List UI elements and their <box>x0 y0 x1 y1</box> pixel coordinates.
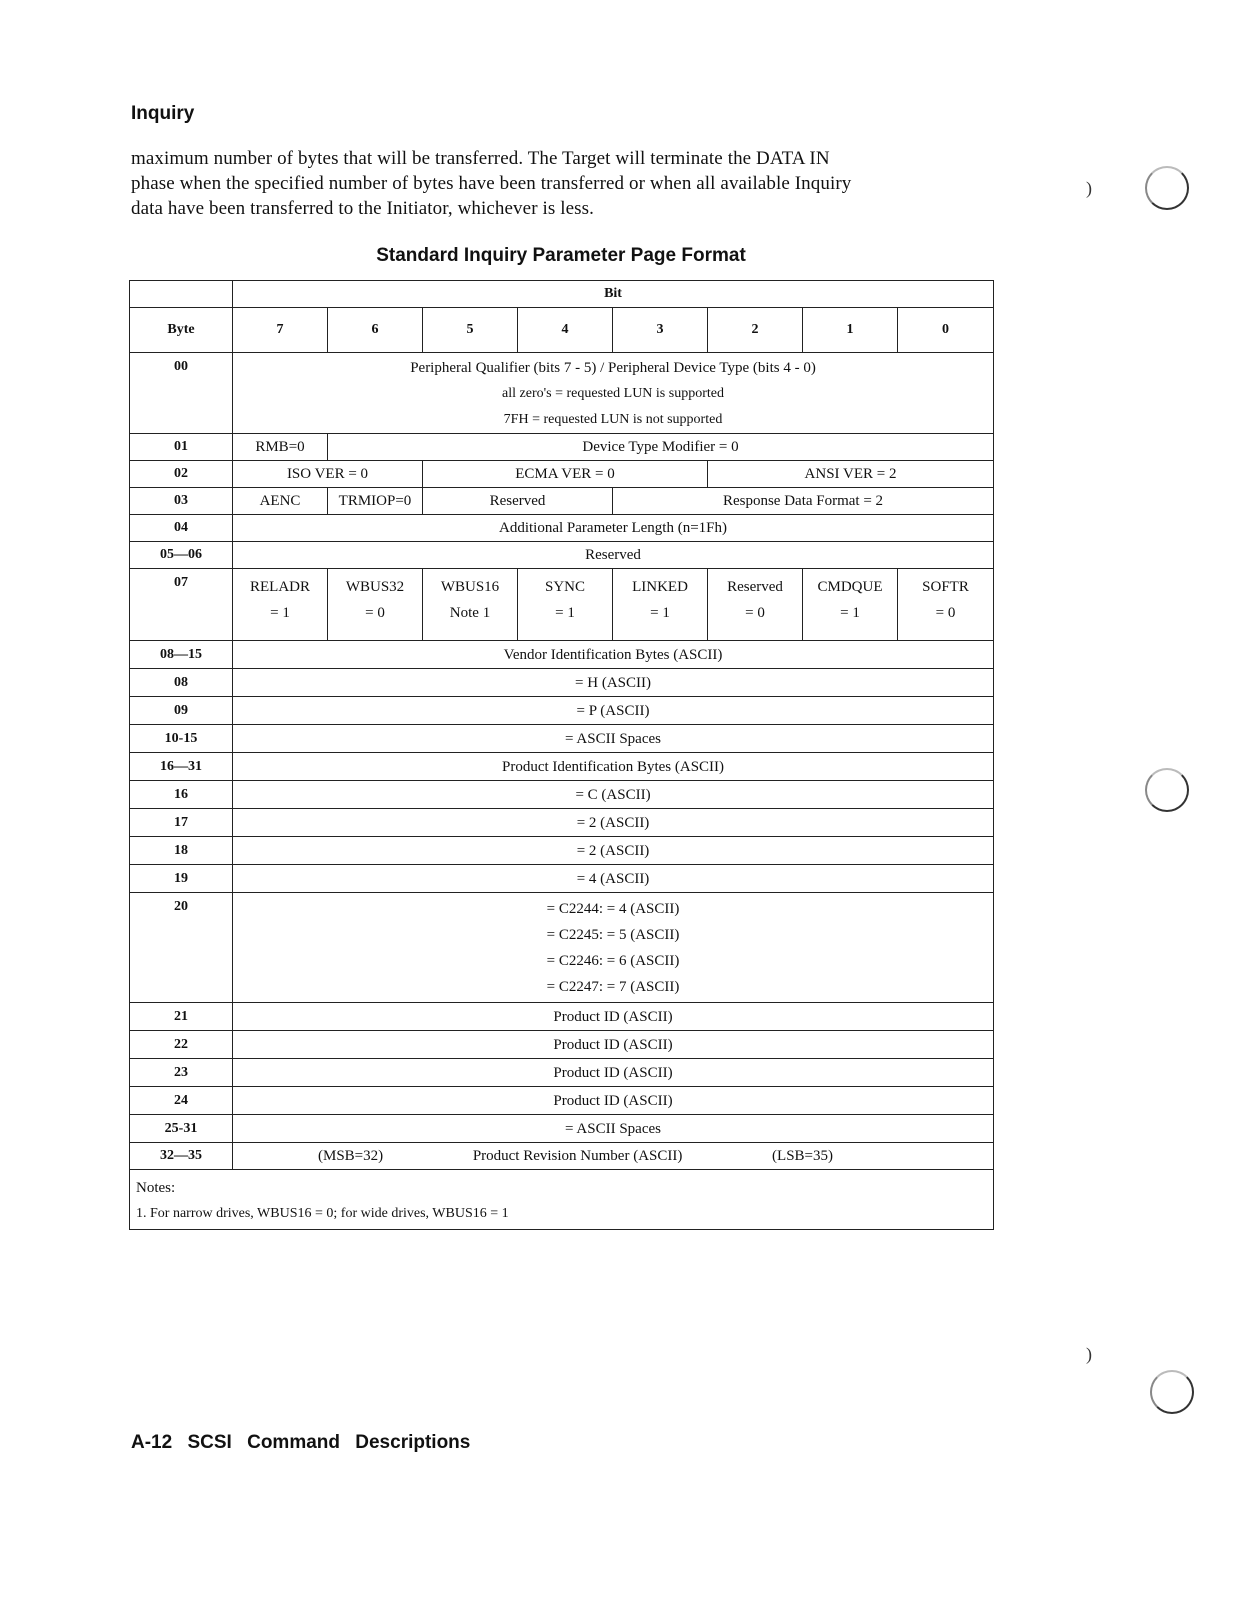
table-row-byte-02 <box>130 461 994 488</box>
aenc-cell: AENC <box>233 488 328 515</box>
flag-value: = 1 <box>650 605 670 621</box>
field-cell: = P (ASCII) <box>233 697 994 725</box>
byte-cell: 18 <box>130 837 233 865</box>
punch-hole-icon <box>1150 1370 1194 1414</box>
peripheral-line: 7FH = requested LUN is not supported <box>503 412 723 427</box>
product-variant-cell <box>233 893 994 1003</box>
table-row-byte-03 <box>130 488 994 515</box>
bit-header-row <box>130 281 994 308</box>
bit-number: 0 <box>898 308 994 353</box>
byte-cell: 02 <box>130 461 233 488</box>
bit-number: 3 <box>613 308 708 353</box>
intro-line: phase when the specified number of bytes have been transferred or when all available Inquiry <box>131 173 852 194</box>
flag-cell <box>518 569 613 641</box>
variant-line: = C2246: = 6 (ASCII) <box>546 953 680 969</box>
table-title: Standard Inquiry Parameter Page Format <box>376 245 746 266</box>
table-row-byte-10-15 <box>130 725 994 753</box>
table-row-byte-19 <box>130 865 994 893</box>
table-row-byte-17 <box>130 809 994 837</box>
byte-cell: 00 <box>130 353 233 434</box>
byte-cell: 16 <box>130 781 233 809</box>
byte-cell: 22 <box>130 1031 233 1059</box>
byte-cell: 25-31 <box>130 1115 233 1143</box>
section-title: SCSI Command Descriptions <box>187 1432 471 1453</box>
flag-value: = 0 <box>935 605 956 621</box>
byte-cell: 08 <box>130 669 233 697</box>
revision-cell <box>233 1143 994 1170</box>
field-cell: = ASCII Spaces <box>233 725 994 753</box>
revision-label: Product Revision Number (ASCII) <box>472 1148 683 1164</box>
byte-cell: 01 <box>130 434 233 461</box>
notes-row <box>130 1170 994 1230</box>
variant-line: = C2247: = 7 (ASCII) <box>546 979 680 995</box>
peripheral-line: Peripheral Qualifier (bits 7 - 5) / Peripheral Device Type (bits 4 - 0) <box>410 360 816 376</box>
field-cell: Product ID (ASCII) <box>233 1087 994 1115</box>
field-cell: = 4 (ASCII) <box>233 865 994 893</box>
notes-cell <box>130 1170 994 1230</box>
intro-line: maximum number of bytes that will be transferred. The Target will terminate the DATA IN <box>131 148 830 169</box>
msb-label: (MSB=32) <box>318 1148 384 1164</box>
flag-cell <box>708 569 803 641</box>
flag-name: Reserved <box>727 579 783 595</box>
table-row-byte-01 <box>130 434 994 461</box>
field-cell: Product Identification Bytes (ASCII) <box>233 753 994 781</box>
reserved-cell: Reserved <box>233 542 994 569</box>
device-type-modifier-cell: Device Type Modifier = 0 <box>328 434 994 461</box>
bit-header: Bit <box>233 281 994 308</box>
flag-name: LINKED <box>632 579 688 595</box>
scan-mark-icon: ) <box>1086 178 1092 198</box>
flag-cell <box>423 569 518 641</box>
flag-value: = 0 <box>745 605 765 621</box>
field-cell: = C (ASCII) <box>233 781 994 809</box>
variant-line: = C2245: = 5 (ASCII) <box>546 927 680 943</box>
additional-length-cell: Additional Parameter Length (n=1Fh) <box>233 515 994 542</box>
flag-value: = 0 <box>365 605 385 621</box>
table-row-byte-04 <box>130 515 994 542</box>
byte-cell: 10-15 <box>130 725 233 753</box>
field-cell: = ASCII Spaces <box>233 1115 994 1143</box>
flag-value: Note 1 <box>449 605 491 621</box>
flag-name: WBUS16 <box>440 579 500 595</box>
bit-number-row <box>130 308 994 353</box>
bit-number: 7 <box>233 308 328 353</box>
punch-hole-icon <box>1145 166 1189 210</box>
bit-number: 4 <box>518 308 613 353</box>
response-format-cell: Response Data Format = 2 <box>613 488 994 515</box>
bit-number: 2 <box>708 308 803 353</box>
flag-cell <box>803 569 898 641</box>
iso-version-cell: ISO VER = 0 <box>233 461 423 488</box>
byte-cell: 23 <box>130 1059 233 1087</box>
field-cell: = 2 (ASCII) <box>233 809 994 837</box>
field-cell: Product ID (ASCII) <box>233 1031 994 1059</box>
inquiry-parameter-table <box>129 280 994 1230</box>
rmb-cell: RMB=0 <box>233 434 328 461</box>
table-row-byte-16-31 <box>130 753 994 781</box>
byte-header: Byte <box>130 308 233 353</box>
byte-cell: 09 <box>130 697 233 725</box>
table-row-byte-16 <box>130 781 994 809</box>
intro-line: data have been transferred to the Initiator, whichever is less. <box>131 198 594 219</box>
byte-cell: 17 <box>130 809 233 837</box>
table-row-byte-24 <box>130 1087 994 1115</box>
field-cell: Vendor Identification Bytes (ASCII) <box>233 641 994 669</box>
ansi-version-cell: ANSI VER = 2 <box>708 461 994 488</box>
table-row-byte-08-15 <box>130 641 994 669</box>
section-heading: Inquiry <box>131 103 195 124</box>
table-row-byte-08 <box>130 669 994 697</box>
scan-mark-icon: ) <box>1086 1344 1092 1364</box>
byte-cell: 08—15 <box>130 641 233 669</box>
corner-cell <box>130 281 233 308</box>
bit-number: 5 <box>423 308 518 353</box>
table-row-byte-22 <box>130 1031 994 1059</box>
table-row-byte-07 <box>130 569 994 641</box>
field-cell: = 2 (ASCII) <box>233 837 994 865</box>
peripheral-cell <box>233 353 994 434</box>
table-row-byte-21 <box>130 1003 994 1031</box>
field-cell: Product ID (ASCII) <box>233 1059 994 1087</box>
reserved-cell: Reserved <box>423 488 613 515</box>
table-row-byte-00 <box>130 353 994 434</box>
field-cell: = H (ASCII) <box>233 669 994 697</box>
flag-value: = 1 <box>840 605 860 621</box>
byte-cell: 05—06 <box>130 542 233 569</box>
note-line: 1. For narrow drives, WBUS16 = 0; for wide drives, WBUS16 = 1 <box>136 1206 509 1221</box>
flag-cell <box>328 569 423 641</box>
byte-cell: 21 <box>130 1003 233 1031</box>
byte-cell: 16—31 <box>130 753 233 781</box>
byte-cell: 20 <box>130 893 233 1003</box>
byte-cell: 32—35 <box>130 1143 233 1170</box>
field-cell: Product ID (ASCII) <box>233 1003 994 1031</box>
peripheral-line: all zero's = requested LUN is supported <box>502 386 724 401</box>
page-footer <box>131 1432 470 1454</box>
table-row-byte-23 <box>130 1059 994 1087</box>
byte-cell: 03 <box>130 488 233 515</box>
trmiop-cell: TRMIOP=0 <box>328 488 423 515</box>
flag-name: SOFTR <box>922 579 969 595</box>
flag-cell <box>613 569 708 641</box>
intro-paragraph <box>131 146 991 221</box>
page-number: A-12 <box>131 1432 173 1453</box>
variant-line: = C2244: = 4 (ASCII) <box>546 901 680 917</box>
ecma-version-cell: ECMA VER = 0 <box>423 461 708 488</box>
flag-name: RELADR <box>250 579 310 595</box>
byte-cell: 04 <box>130 515 233 542</box>
flag-name: SYNC <box>544 579 585 595</box>
lsb-label: (LSB=35) <box>772 1148 834 1164</box>
table-row-byte-05-06 <box>130 542 994 569</box>
byte-cell: 19 <box>130 865 233 893</box>
bit-number: 6 <box>328 308 423 353</box>
bit-number: 1 <box>803 308 898 353</box>
table-row-byte-18 <box>130 837 994 865</box>
table-row-byte-20 <box>130 893 994 1003</box>
flag-name: WBUS32 <box>345 579 405 595</box>
flag-cell <box>233 569 328 641</box>
table-row-byte-32-35 <box>130 1143 994 1170</box>
flag-value: = 1 <box>270 605 290 621</box>
byte-cell: 24 <box>130 1087 233 1115</box>
flag-name: CMDQUE <box>817 579 883 595</box>
flag-cell <box>898 569 994 641</box>
flag-value: = 1 <box>555 605 575 621</box>
table-row-byte-25-31 <box>130 1115 994 1143</box>
table-row-byte-09 <box>130 697 994 725</box>
notes-label: Notes: <box>136 1180 176 1196</box>
punch-hole-icon <box>1145 768 1189 812</box>
byte-cell: 07 <box>130 569 233 641</box>
